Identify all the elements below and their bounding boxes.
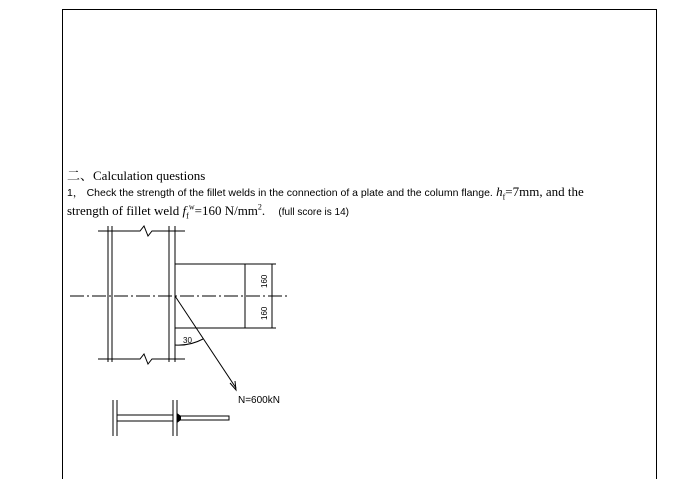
fw-symbol: f (182, 203, 187, 218)
dim-label-bottom: 160 (260, 306, 269, 320)
angle-label: 30 (183, 336, 192, 345)
break-line-bottom (98, 354, 185, 364)
section-title: Calculation questions (93, 168, 206, 183)
fw-end: . (261, 203, 266, 218)
force-label: N=600kN (238, 395, 280, 406)
question-text: Check the strength of the fillet welds in the connection of a plate and the column flange. (86, 187, 493, 199)
question-number: 1， (67, 187, 84, 199)
fw-superscript: w (188, 202, 195, 212)
break-line-top (98, 226, 185, 236)
section-weld-mark (177, 413, 181, 423)
section-number: 二、 (67, 168, 94, 183)
force-arrow (230, 381, 236, 390)
fw-unit-sup: 2 (257, 202, 262, 212)
hf-symbol: h (496, 184, 503, 199)
hf-subscript: f (502, 192, 506, 202)
fw-value: =160 N/mm (194, 203, 258, 218)
section-plate (177, 416, 229, 420)
score-note: (full score is 14) (278, 207, 349, 218)
question-line-2: strength of fillet weld (67, 203, 180, 218)
fw-subscript: f (186, 211, 189, 221)
dim-label-top: 160 (260, 274, 269, 288)
hf-value: =7mm, and the (505, 184, 584, 199)
